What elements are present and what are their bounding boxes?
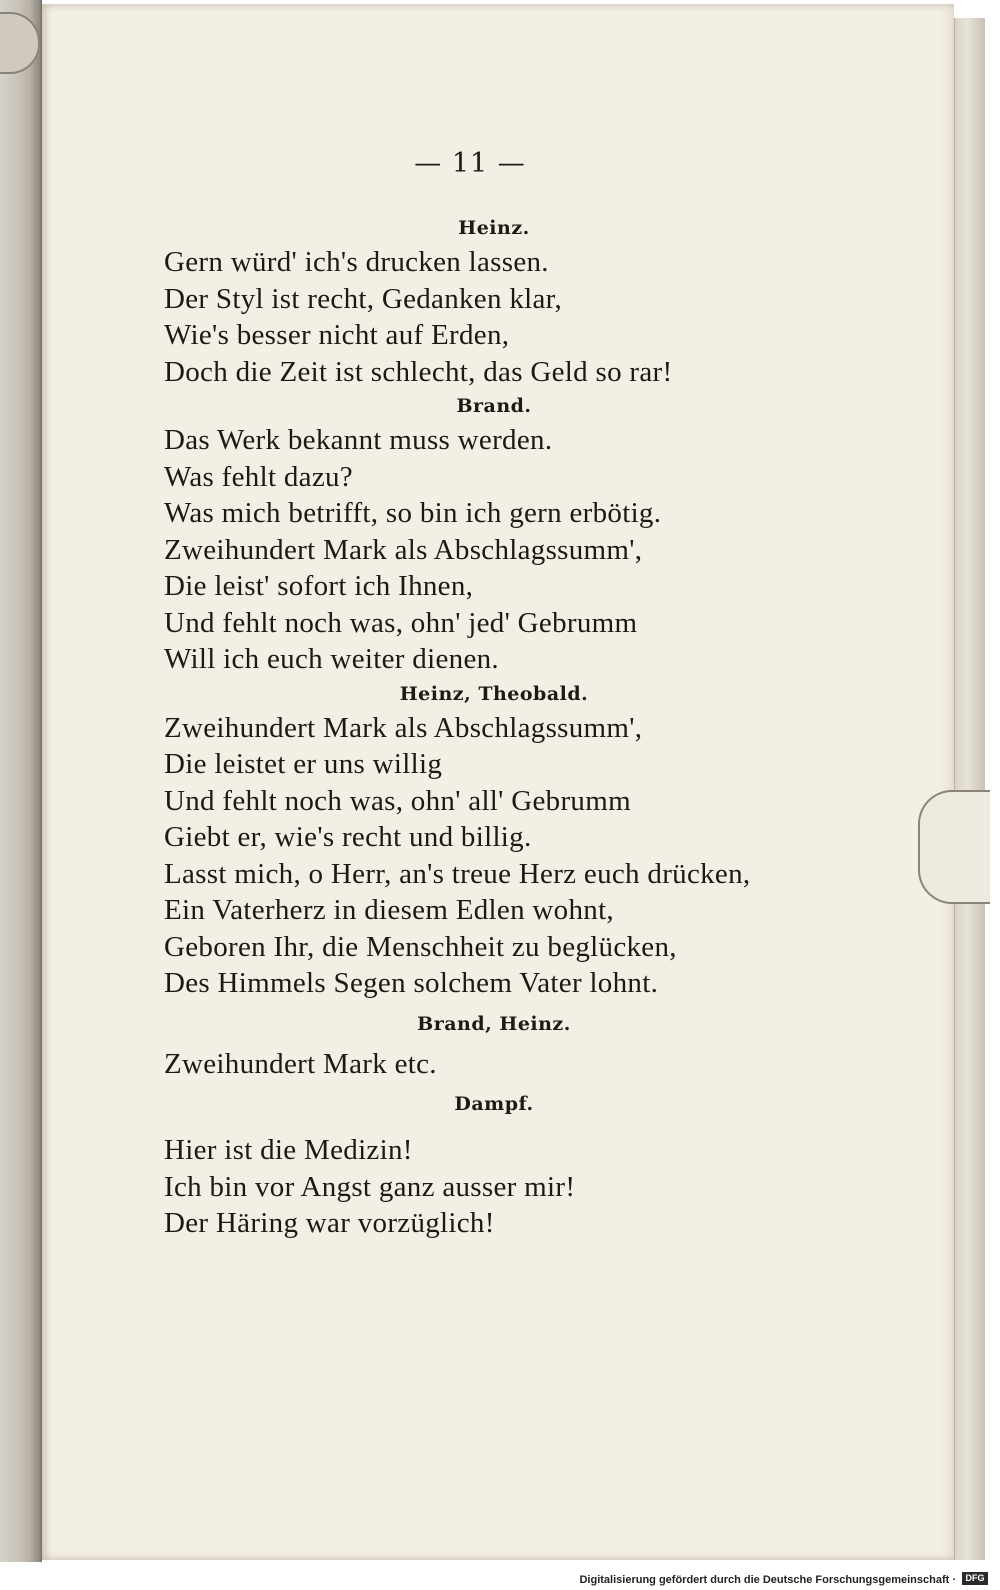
speaker-heading: Dampf. [454,1093,534,1115]
funding-notice: Digitalisierung gefördert durch die Deutsche Forschungsgemeinschaft · [579,1574,956,1586]
verse-line: Ein Vaterherz in diesem Edlen wohnt, [164,894,614,926]
speaker-heading: Brand, Heinz. [417,1012,571,1035]
dfg-logo: DFG [962,1572,988,1585]
verse-line: Zweihundert Mark als Abschlagssumm', [164,533,643,566]
page-tab-marker [918,790,990,904]
verse-line: Geboren Ihr, die Menschheit zu beglücken, [164,930,677,963]
speaker-heading: Heinz. [458,217,530,239]
poem-text [164,212,804,1242]
verse-line: Was fehlt dazu? [164,460,353,493]
page-edge [954,18,985,1560]
verse-line: Will ich euch weiter dienen. [164,643,499,675]
verse-line: Die leist' sofort ich Ihnen, [164,570,474,602]
verse-line: Lasst mich, o Herr, an's treue Herz euch drücken, [164,857,751,890]
verse-line: Des Himmels Segen solchem Vater lohnt. [164,967,659,999]
verse-line: Das Werk bekannt muss werden. [164,424,553,456]
verse-line: Und fehlt noch was, ohn' all' Gebrumm [164,784,631,817]
verse-line: Und fehlt noch was, ohn' jed' Gebrumm [164,606,638,639]
verse-line: Der Styl ist recht, Gedanken klar, [164,282,563,315]
speaker-heading: Brand. [456,395,532,417]
verse-line: Gern würd' ich's drucken lassen. [164,246,549,278]
verse-line: Der Häring war vorzüglich! [164,1207,495,1239]
verse-line: Hier ist die Medizin! [164,1134,413,1166]
speaker-heading: Heinz, Theobald. [399,682,589,705]
verse-line: Was mich betrifft, so bin ich gern erbötig. [164,497,662,529]
page-number: — 11 — [414,148,526,179]
book-spine [0,0,42,1562]
verse-line: Die leistet er uns willig [164,748,443,780]
verse-line: Zweihundert Mark etc. [164,1047,437,1080]
verse-line: Giebt er, wie's recht und billig. [164,821,532,853]
verse-line: Ich bin vor Angst ganz ausser mir! [164,1170,576,1203]
verse-line: Wie's besser nicht auf Erden, [164,319,510,351]
verse-line: Zweihundert Mark als Abschlagssumm', [164,711,643,744]
verse-line: Doch die Zeit ist schlecht, das Geld so rar! [164,355,673,388]
